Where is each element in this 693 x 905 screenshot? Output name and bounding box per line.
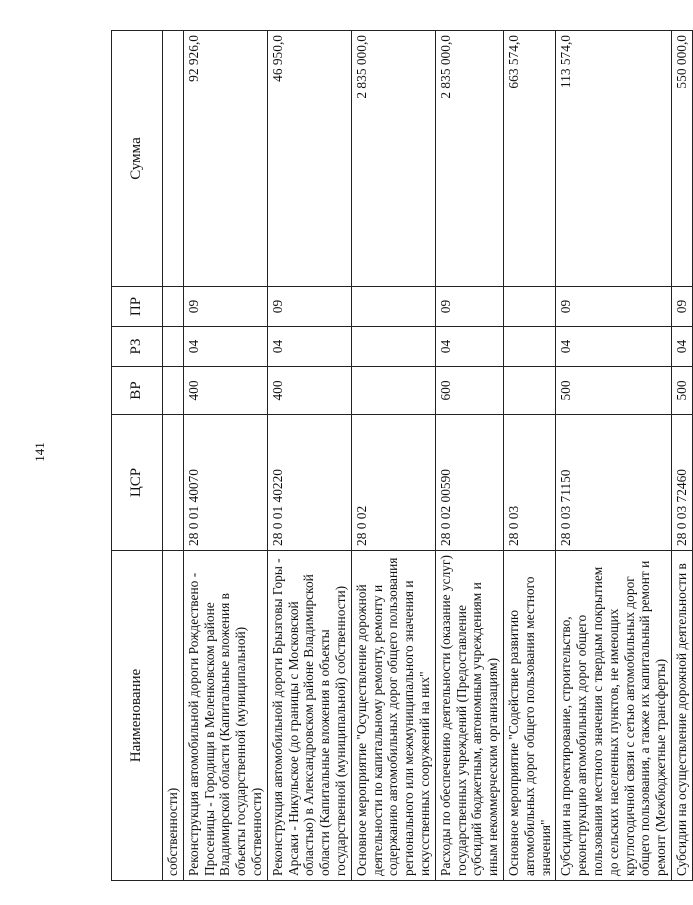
cell-rz: 04 [671,327,692,367]
table-row [267,31,351,881]
cell-vr: 400 [267,367,351,415]
table-row [183,31,267,881]
cell-sum [163,31,184,287]
cell-csr: 28 0 03 71150 [556,415,672,551]
cell-vr [163,367,184,415]
cell-name: Реконструкция автомобильной дороги Брызговы Горы - Арсаки - Никульское (до границы с Московской областью) в Александровском районе Владимирской области (Капитальные вложения в объекты государственной (муниципальной) собственности) [267,551,351,881]
cell-rz [351,327,435,367]
cell-name: Основное мероприятие "Осуществление дорожной деятельности по капитальному ремонту, ремонту и содержанию автомобильных дорог общего пользования регионального или межмуниципального значения и искусственных сооружений на них" [351,551,435,881]
cell-sum: 46 950,0 [267,31,351,287]
cell-vr [503,367,555,415]
cell-name: собственности) [163,551,184,881]
cell-pr [503,287,555,327]
page-number: 141 [32,442,47,462]
table-header-row [112,31,163,881]
cell-rz [163,327,184,367]
cell-csr: 28 0 02 00590 [435,415,503,551]
cell-name: Субсидии на осуществление дорожной деятельности в [671,551,692,881]
cell-pr: 09 [435,287,503,327]
table-row [556,31,672,881]
cell-sum: 663 574,0 [503,31,555,287]
header-sum: Сумма [112,31,163,287]
cell-rz: 04 [267,327,351,367]
cell-csr: 28 0 03 [503,415,555,551]
cell-rz [503,327,555,367]
cell-pr: 09 [556,287,672,327]
cell-vr: 600 [435,367,503,415]
cell-csr: 28 0 03 72460 [671,415,692,551]
table-row [435,31,503,881]
table-row [351,31,435,881]
header-rz: РЗ [112,327,163,367]
cell-pr [163,287,184,327]
header-pr: ПР [112,287,163,327]
table-row [671,31,692,881]
cell-sum: 113 574,0 [556,31,672,287]
cell-pr: 09 [183,287,267,327]
cell-pr: 09 [267,287,351,327]
table-row [503,31,555,881]
header-csr: ЦСР [112,415,163,551]
table-row [163,31,184,881]
cell-sum: 2 835 000,0 [351,31,435,287]
cell-sum: 550 000,0 [671,31,692,287]
cell-name: Реконструкция автомобильной дороги Рождествено - Просеницы - Городищи в Меленковском районе Владимирской области (Капитальные вложения в объекты государственной (муниципальной) собственности) [183,551,267,881]
cell-csr: 28 0 02 [351,415,435,551]
cell-sum: 92 926,0 [183,31,267,287]
budget-table [111,30,693,881]
cell-name: Основное мероприятие "Содействие развитию автомобильных дорог общего пользования местного значения" [503,551,555,881]
cell-csr [163,415,184,551]
cell-vr: 500 [671,367,692,415]
rotated-page-content [111,31,689,881]
cell-name: Субсидии на проектирование, строительство, реконструкцию автомобильных дорог общего пользования местного значения с твердым покрытием до сельских населенных пунктов, не имеющих круглогодичной связи с сетью автомобильных дорог общего пользования, а также их капитальный ремонт и ремонт (Межбюджетные трансферты) [556,551,672,881]
cell-rz: 04 [183,327,267,367]
cell-pr: 09 [671,287,692,327]
cell-csr: 28 0 01 40220 [267,415,351,551]
cell-vr [351,367,435,415]
cell-vr: 400 [183,367,267,415]
cell-rz: 04 [556,327,672,367]
cell-rz: 04 [435,327,503,367]
cell-name: Расходы по обеспечению деятельности (оказание услуг) государственных учреждений (Предоставление субсидий бюджетным, автономным учреждениям и иным некоммерческим организациям) [435,551,503,881]
cell-vr: 500 [556,367,672,415]
cell-csr: 28 0 01 40070 [183,415,267,551]
header-name: Наименование [112,551,163,881]
header-vr: ВР [112,367,163,415]
cell-pr [351,287,435,327]
cell-sum: 2 835 000,0 [435,31,503,287]
